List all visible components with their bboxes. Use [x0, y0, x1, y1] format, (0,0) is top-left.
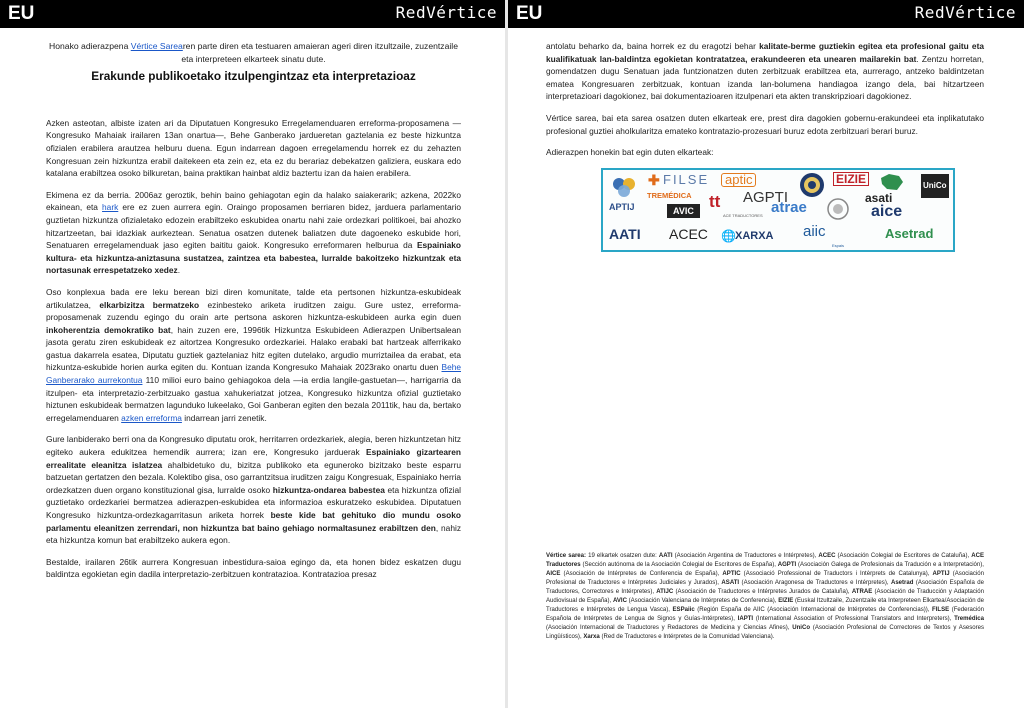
- tremedica-logo: TREMÉDICA: [647, 190, 692, 200]
- paragraph-5: Bestalde, irailaren 26tik aurrera Kongresuan inbestidura-saioa egingo da, eta honen bidez eskatzen dugu baldintza egokietan egin dadila interpretazio-zerbitzuen kontratazioa. Kontratazioa presaz: [46, 556, 461, 580]
- header-bar: [508, 0, 1024, 28]
- page-title: Erakunde publikoetako itzulpengintzaz eta interpretazioaz: [91, 69, 416, 84]
- footnote-association-desc: (Red de Traductores e Intérpretes de la Comunidad Valenciana).: [599, 634, 775, 641]
- asetrad-logo: Asetrad: [885, 225, 934, 241]
- redvertice-logo: RedVértice: [395, 3, 497, 22]
- footnote-association-desc: (International Association of Professional Translators and Interpreters),: [753, 616, 955, 623]
- aptic-logo: aptic: [721, 173, 756, 188]
- footnote-association-name: APTIC: [722, 571, 741, 578]
- azken-erreforma-link[interactable]: azken erreforma: [121, 412, 182, 423]
- tremedica-cross-icon: ✚: [648, 171, 660, 188]
- unico-logo: UniCo: [921, 174, 949, 199]
- footnote-association-desc: (Sección autónoma de la Asociación Colegial de Escritores de España),: [580, 562, 778, 569]
- footnote-association-desc: (Región España de AIIC (Asociación Internacional de Intérpretes de Conferencias)),: [694, 607, 933, 614]
- footnote-association-desc: (Federación Española de Intérpretes de Lengua de Signos y Guías-Intérpretes),: [546, 607, 984, 623]
- footnote-association-name: AGPTI: [777, 562, 797, 569]
- footnote-association-name: IAPTI: [737, 616, 754, 623]
- aice-logo: aice: [871, 202, 903, 220]
- atrae-logo: atrae: [771, 198, 807, 216]
- page-right: [508, 0, 1024, 708]
- seal-icon: [827, 198, 849, 224]
- aiic-logo: aiic: [803, 222, 826, 240]
- member-associations-footnote: [546, 552, 984, 642]
- footnote-association-desc: (Asociación Galega de Profesionais da Tradución e a Interpretación),: [796, 562, 984, 569]
- globe-icon: 🌐: [721, 228, 736, 243]
- paragraph-3: Oso konplexua bada ere leku berean bizi diren komunitate, talde eta pertsonen hizkuntza-eskubideak artikulatzea, elkarbizitza bermatzeko ezinbesteko ariketa iruditzen zaigu. Gure ustez, erreforma-proposamenak zuzendu egingo du orain arte pertsona askoren hizkuntza-eskubideen aurka egin duen inkoherentzia demokratiko bat, hain zuzen ere, 1996tik Hizkuntza Eskubideen Adierazpen Unibertsalean jasota geratu ziren eskubideak ez aitortzea Kongresuko ordezkariei. Halako erabaki bat hartzeak alferrikako gastua dakarrela esatea, Diputatu guztiek gaztelaniaz hitz egiten dutelako, argudio murriztailea da erabat, eta hizkuntza-eskubide horien aurka egiten du. Kontuan izanda Kongresuko Mahaiak 2023rako onartu duen Behe Ganberarako aurrekontua 110 milioi euro baino gehiagokoa dela —ia erdia langile-gastuetan—, harrigarria da itzulpen- eta interpretazio-zerbitzuako gastua xahukeriatzat jotzea, Kongresuko hizkuntza ofizial guztietako hiztunen eskubideak bermatzen lagunduko lukeelako, Goi Ganberan egiten den bezala 2011tik, hau da, bertako erregelamenduaren azken erreforma indarrean jarri zenetik.: [46, 286, 462, 423]
- aurrekontua-link[interactable]: Behe Ganberarako aurrekontua: [46, 362, 461, 386]
- paragraph-6: antolatu beharko da, baina horrek ez du eragotzi behar kalitate-berme guztiekin egitea eta profesional gaitu eta kualifikatuak lan-baldintza egokietan kontratatzea, erakundeeren eta unearen mailarekin bat. Zentzu horretan, gomendatzen dugu Senatuan jada funtzionatzen duten zerbitzuak erabiltzea eta, aurrerago, antzeko baldintzetan ematea Kongresuaren zerbitzuak, kontuan izanda lan-bolumena handiagoa izango dela, bai hitzartzeen interpretazioari dagokionez, bai dokumentazioaren itzulpenari eta akten transkripzioari dagokionez.: [546, 41, 984, 102]
- aiic-region-text: Espais: [832, 242, 845, 248]
- vertice-sarea-link[interactable]: Vértice Sarea: [130, 41, 183, 51]
- paragraph-7: Vértice sarea, bai eta sarea osatzen duten elkarteak ere, prest dira dagokien gobernu-erakundeei eta inplikatutako profesional guztiei aholkularitza emateko kontratazio-prozesuari buruz edota zerbitzuari berari buruz.: [546, 112, 984, 136]
- footnote-association-name: APTIJ: [932, 571, 950, 578]
- acec-logo: ACEC: [669, 225, 708, 242]
- footnote-association-desc: (Euskal Itzultzaile, Zuzentzaile eta Interpreteen Elkartea/Asociación de Traductores e Intérpretes de Lengua Vasca),: [546, 598, 984, 614]
- paragraph-4: Gure lanbiderako berri ona da Kongresuko diputatu orok, herritarren ordezkariek, alegia, beren hizkuntzetan hitz egiteko aukera edukitzea hemendik aurrera; izan ere, Kongresuko jarduerak Espainiako gizartearen errealitate eleanitza islatzea ahalbidetuko du, bizitza publikoko eta eguneroko bizitzako beste esparru batzuetan gertatzen den bezala. Kolektibo gisa, oso garrantzitsua iruditzen zaigu Kongresuak, Espainiako herria ordezkatzen duen organo konstituzional gisa, lurralde osoko hizkuntza-ondarea babestea eta hizkuntza ofizial guztietako ordezkariei bermatzea adierazpen-eskubidea eta informazioa eskuratzeko eskubidea. Diputatuen Kongresuko hizkuntza-ordezkagarritasun ariketa horrek beste kide bat gehituko dio mundu osoko parlamentu eleanitzen zerrendari, non hizkuntza bat baino gehiago normaltasunez erabiltzen den, nahiz eta hizkuntza komun bat erabiltzeko aukera egon.: [46, 434, 462, 546]
- asati-logo: asati: [865, 190, 893, 205]
- footnote-association-desc: (Asociación de Traductores e Intérpretes Jurados de Cataluña),: [673, 589, 852, 596]
- footnote-association-name: Xarxa: [583, 634, 600, 641]
- footnote-association-desc: (Asociación Colegial de Escritores de Cataluña),: [835, 553, 972, 559]
- header-bar: [0, 0, 505, 28]
- footnote-association-name: Vértice sarea:: [546, 553, 587, 559]
- aptij-emblem-icon: [609, 176, 639, 202]
- member-logos-panel: [601, 168, 955, 252]
- aptij-logo: APTIJ: [609, 201, 635, 212]
- eu-logo: EU: [8, 3, 35, 24]
- footnote-association-name: Tremédica: [954, 616, 984, 623]
- footnote-association-desc: (Asociación Española de Traductores, Correctores e Intérpretes),: [546, 580, 984, 596]
- footnote-association-desc: 19 elkartek osatzen dute:: [586, 553, 659, 559]
- footnote-association-name: AICE: [546, 571, 561, 578]
- footnote-association-name: UniCo: [792, 625, 811, 632]
- footnote-association-name: Asetrad: [890, 580, 914, 587]
- footnote-association-desc: (Asociación de Intérpretes de Conferencia de España),: [560, 571, 723, 578]
- agpti-logo: AGPTI: [743, 188, 789, 206]
- article-body-continued: [546, 40, 984, 252]
- tt-logo: tt: [709, 191, 721, 211]
- redvertice-logo: RedVértice: [914, 3, 1016, 22]
- footnote-association-desc: (Asociación Valenciana de Intérpretes de Conferencia),: [626, 598, 779, 605]
- article-body: [46, 40, 461, 590]
- footnote-association-name: ASATI: [721, 580, 740, 587]
- footnote-association-desc: (Asociación Argentina de Traductores e Intérpretes),: [672, 553, 819, 559]
- footnote-association-name: ATRAE: [851, 589, 873, 596]
- footnote-association-name: AVIC: [612, 598, 627, 605]
- avic-logo: AVIC: [667, 204, 700, 219]
- footnote-association-desc: (Asociación de Traducción y Adaptación Audiovisual de España),: [546, 589, 984, 605]
- page-left: [0, 0, 505, 708]
- footnote-association-name: AATI: [658, 553, 673, 559]
- footnote-association-desc: (Asociación Aragonesa de Traductores e Intérpretes),: [739, 580, 891, 587]
- footnote-association-desc: (Associació Professional de Traductors i Intèrprets de Catalunya),: [740, 571, 933, 578]
- footnote-association-name: FILSE: [932, 607, 950, 614]
- eu-logo: EU: [516, 3, 543, 24]
- filse-logo: FILSE: [663, 171, 710, 187]
- intro-text: Honako adierazpena Vértice Sarearen parte diren eta testuaren amaieran ageri diren itzultzaile, zuzentzaile eta interpreteen elkarteek sinatu dute.: [49, 41, 458, 64]
- footnote-association-desc: (Asociación Profesional de Traductores e Intérpretes Judiciales y Jurados),: [546, 571, 985, 587]
- xarxa-logo: XARXA: [735, 229, 774, 242]
- eizie-emblem-icon: [799, 172, 825, 202]
- paragraph-1: Azken asteotan, albiste izaten ari da Diputatuen Kongresuko Erregelamenduaren erreforma-proposamena —Kongresuko Mahaiak irailaren 13an onartua—, Behe Ganberako jardueretan gaztelania ez beste hizkuntza ofizialen erabilera arautzea helburu duena. Egun indarrean dagoen erregelamendu horrek ez du zehazten Kongresuan zein hizkuntza erabil daitekeen eta zein ez, eta ez du berariaz debekatzen galiziera, euskara edo katalana erabiltzea osoko bilkuretan, baina praktikan hainbat aldiz baztertu izan da haien erabilera.: [46, 117, 461, 179]
- footnote-association-name: ATIJC: [656, 589, 674, 596]
- ace-traductores-logo: ACE TRADUCTORES: [723, 212, 763, 218]
- footnote-association-desc: (Asociación Profesional de Correctores de Textos y Asesores Lingüísticos),: [546, 625, 984, 641]
- paragraph-8: Adierazpen honekin bat egin duten elkarteak:: [546, 147, 714, 158]
- footnote-association-name: EIZIE: [778, 598, 794, 605]
- footnote-association-name: ESPaiic: [672, 607, 695, 614]
- paragraph-2: Ekimena ez da berria. 2006az geroztik, behin baino gehiagotan egin da halako saiakerarik; azkena, 2022ko ekainean, eta hark ere ez zuen aurrera egin. Oraingo proposamen berriaren bidez, jarduera parlamentario guztietan hizkuntza ofizialetako edozein erabiltzeko eskubidea onartu nahi zaie ordezkari politikoei, bai ahozko hitzartzeetan, bai idazkiak aurkeztean. Senatua osatzen dutenek baliatzen dute dagoeneko eskubide hori, Senatuaren erregelamenduak jaso egiten baititu gaiok. Kongresuko erreformaren helburua da Espainiako kultura- eta hizkuntza-aniztasuna sustatzea, zaintzea eta babestea, lurralde bakoitzeko hizkuntzak eta nortasunak errespetatzeko xedez.: [46, 189, 461, 276]
- footnote-association-name: ACE Traductores: [546, 553, 984, 569]
- hark-link[interactable]: hark: [102, 202, 119, 213]
- footnote-association-desc: (Asociación Internacional de Traductores y Redactores de Medicina y Ciencias Afines),: [546, 625, 793, 632]
- aati-logo: AATI: [609, 225, 641, 242]
- eizie-logo: EIZIE: [833, 172, 869, 187]
- footnote-association-name: ACEC: [818, 553, 836, 559]
